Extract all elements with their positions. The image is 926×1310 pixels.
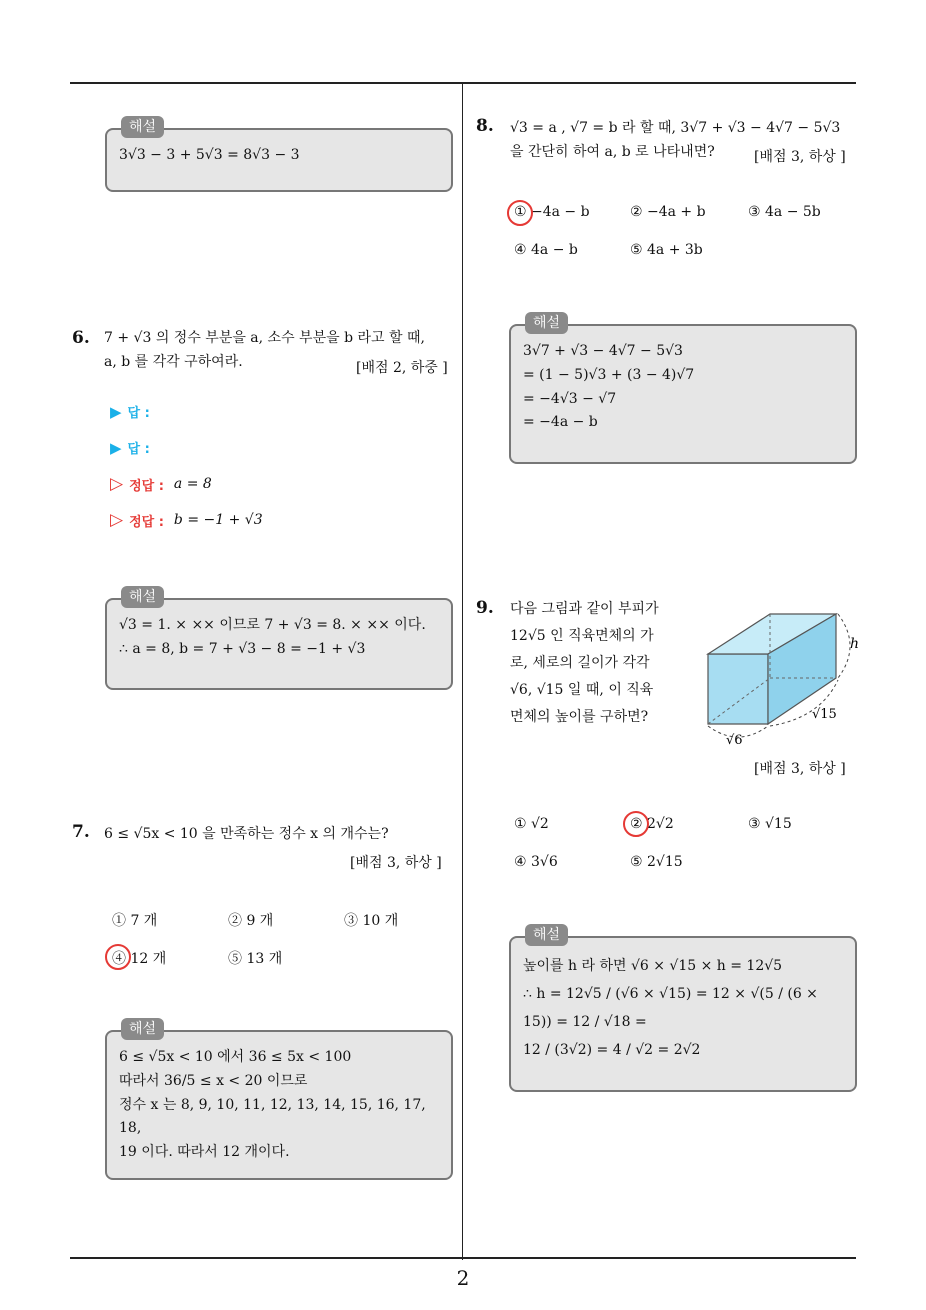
solution-tag: 해설 bbox=[121, 1018, 164, 1040]
q6-solution-box bbox=[105, 589, 453, 690]
top-rule bbox=[70, 82, 856, 84]
q9-line3: 로, 세로의 길이가 각각 bbox=[510, 655, 650, 671]
q6-answer-2[interactable] bbox=[110, 438, 150, 457]
selected-answer-circle-icon bbox=[623, 811, 649, 837]
q9-option-2[interactable]: ② 2√2 bbox=[630, 816, 674, 832]
q8-option-1[interactable]: ① −4a − b bbox=[514, 204, 590, 220]
correct-value: b = −1 + √3 bbox=[173, 512, 263, 528]
q7-solution-line3: 정수 x 는 8, 9, 10, 11, 12, 13, 14, 15, 16, 17, 18, bbox=[119, 1096, 426, 1137]
q7-solution-line1: 6 ≤ √5x < 10 에서 36 ≤ 5x < 100 bbox=[119, 1049, 352, 1065]
q8-option-5[interactable]: ⑤ 4a + 3b bbox=[630, 242, 703, 258]
solution-tag: 해설 bbox=[121, 116, 164, 138]
q6-correct-2 bbox=[110, 510, 263, 530]
q9-solution-line1: 높이를 h 라 하면 √6 × √15 × h = 12√5 bbox=[523, 958, 783, 974]
solution-tag: 해설 bbox=[121, 586, 164, 608]
triangle-outline-icon: ▷ bbox=[110, 474, 124, 494]
q7-option-3[interactable]: ③ 10 개 bbox=[344, 913, 399, 929]
q8-solution-box bbox=[509, 315, 857, 464]
label-sqrt6: √6 bbox=[726, 733, 743, 748]
q5-solution-box bbox=[105, 119, 453, 192]
q5-solution-line: 3√3 − 3 + 5√3 = 8√3 − 3 bbox=[119, 147, 300, 163]
q8-score: [배점 3, 하상 ] bbox=[754, 149, 846, 165]
q9-line5: 면체의 높이를 구하면? bbox=[510, 709, 649, 725]
q9-option-3[interactable]: ③ √15 bbox=[748, 816, 792, 832]
label-h: h bbox=[850, 636, 860, 652]
triangle-filled-icon: ▶ bbox=[110, 438, 122, 457]
q9-text bbox=[510, 596, 700, 731]
solution-tag: 해설 bbox=[525, 924, 568, 946]
q9-option-1[interactable]: ① √2 bbox=[514, 816, 549, 832]
q8-solution-line1: 3√7 + √3 − 4√7 − 5√3 bbox=[523, 343, 683, 359]
q7-number: 7. bbox=[72, 822, 90, 842]
q9-solution-box bbox=[509, 927, 857, 1092]
q8-line2: 을 간단히 하여 a, b 로 나타내면? bbox=[510, 144, 715, 160]
q8-option-3[interactable]: ③ 4a − 5b bbox=[748, 204, 821, 220]
column-divider bbox=[462, 84, 463, 1260]
q6-correct-1 bbox=[110, 474, 212, 494]
q7-solution-line2: 따라서 36/5 ≤ x < 20 이므로 bbox=[119, 1072, 308, 1089]
q8-option-4[interactable]: ④ 4a − b bbox=[514, 242, 578, 258]
label-sqrt15: √15 bbox=[812, 707, 837, 722]
q9-number: 9. bbox=[476, 598, 494, 618]
q9-solution-line3: 12 / (3√2) = 4 / √2 = 2√2 bbox=[523, 1042, 701, 1058]
page-number: 2 bbox=[456, 1266, 470, 1290]
selected-answer-circle-icon bbox=[105, 944, 131, 970]
q6-line2: a, b 를 각각 구하여라. bbox=[104, 354, 243, 370]
q9-option-5[interactable]: ⑤ 2√15 bbox=[630, 854, 683, 870]
q7-option-2[interactable]: ② 9 개 bbox=[228, 913, 274, 929]
q6-score: [배점 2, 하중 ] bbox=[356, 360, 448, 376]
triangle-filled-icon: ▶ bbox=[110, 402, 122, 421]
q8-line1: √3 = a , √7 = b 라 할 때, 3√7 + √3 − 4√7 − 5√3 bbox=[510, 120, 841, 136]
q6-number: 6. bbox=[72, 328, 90, 348]
q8-number: 8. bbox=[476, 116, 494, 136]
q7-option-4[interactable]: ④ 12 개 bbox=[112, 951, 167, 967]
q9-option-4[interactable]: ④ 3√6 bbox=[514, 854, 558, 870]
correct-label: 정답 : bbox=[129, 514, 164, 530]
q8-solution-line3: = −4√3 − √7 bbox=[523, 390, 617, 407]
correct-label: 정답 : bbox=[129, 478, 164, 494]
q7-line1: 6 ≤ √5x < 10 을 만족하는 정수 x 의 개수는? bbox=[104, 826, 389, 842]
q8-option-2[interactable]: ② −4a + b bbox=[630, 204, 706, 220]
q7-option-5[interactable]: ⑤ 13 개 bbox=[228, 951, 283, 967]
q7-solution-box bbox=[105, 1021, 453, 1180]
q6-solution-line1: √3 = 1. × ×× 이므로 7 + √3 = 8. × ×× 이다. bbox=[119, 617, 426, 633]
bottom-rule bbox=[70, 1257, 856, 1259]
answer-label: 답 : bbox=[127, 406, 150, 421]
height-arc bbox=[838, 614, 850, 678]
q9-line1: 다음 그림과 같이 부피가 bbox=[510, 601, 659, 617]
cuboid-figure bbox=[700, 598, 870, 748]
solution-tag: 해설 bbox=[525, 312, 568, 334]
q9-line2: 12√5 인 직육면체의 가 bbox=[510, 628, 654, 644]
q9-solution-line2: ∴ h = 12√5 / (√6 × √15) = 12 × √(5 / (6 × 15)) = 12 / √18 = bbox=[523, 986, 818, 1030]
answer-label: 답 : bbox=[127, 442, 150, 457]
triangle-outline-icon: ▷ bbox=[110, 510, 124, 530]
q7-solution-line4: 19 이다. 따라서 12 개이다. bbox=[119, 1144, 290, 1161]
q9-line4: √6, √15 일 때, 이 직육 bbox=[510, 682, 654, 698]
correct-value: a = 8 bbox=[173, 476, 212, 492]
selected-answer-circle-icon bbox=[507, 200, 533, 226]
cuboid-front-face bbox=[708, 654, 768, 724]
q9-score: [배점 3, 하상 ] bbox=[754, 761, 846, 777]
q6-line1: 7 + √3 의 정수 부분을 a, 소수 부분을 b 라고 할 때, bbox=[104, 330, 425, 346]
q7-option-1[interactable]: ① 7 개 bbox=[112, 913, 158, 929]
q8-solution-line2: = (1 − 5)√3 + (3 − 4)√7 bbox=[523, 366, 695, 383]
q7-score: [배점 3, 하상 ] bbox=[350, 855, 442, 871]
q6-solution-line2: ∴ a = 8, b = 7 + √3 − 8 = −1 + √3 bbox=[119, 640, 366, 657]
q8-solution-line4: = −4a − b bbox=[523, 414, 598, 431]
q6-answer-1[interactable] bbox=[110, 402, 150, 421]
